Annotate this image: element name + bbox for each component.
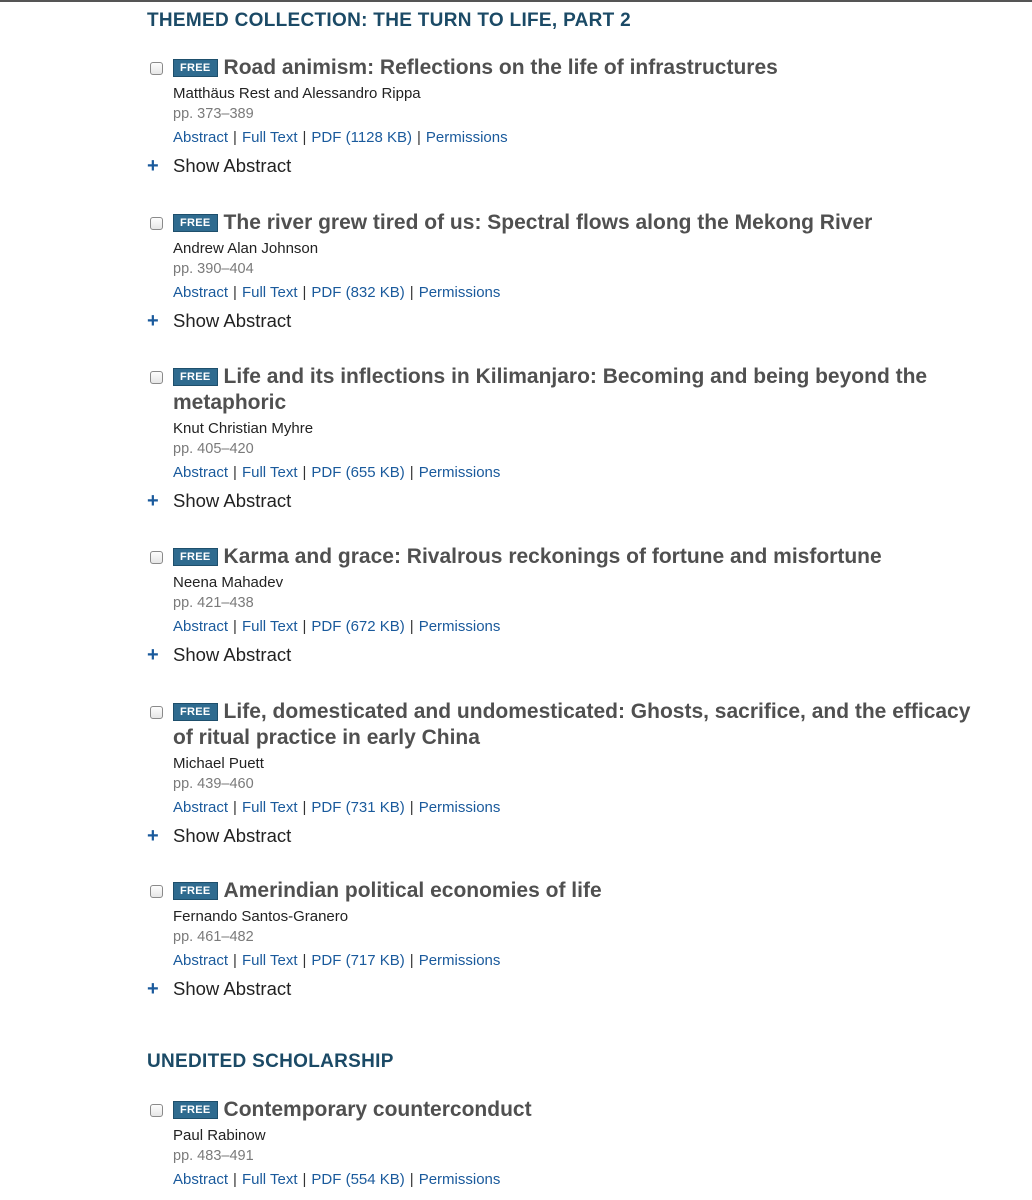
article-pages: pp. 421–438	[173, 595, 254, 611]
abstract-link[interactable]: Abstract	[173, 618, 229, 635]
article-title-link[interactable]: Amerindian political economies of life	[223, 879, 602, 902]
link-separator: |	[302, 618, 307, 635]
article-item	[147, 700, 988, 848]
article-links	[173, 463, 988, 483]
show-abstract-toggle[interactable]	[147, 489, 988, 513]
link-separator: |	[409, 284, 414, 301]
full-text-link[interactable]: Full Text	[241, 799, 298, 816]
article-authors: Michael Puett	[173, 755, 264, 772]
full-text-link[interactable]: Full Text	[241, 129, 298, 146]
free-badge: FREE	[173, 214, 218, 232]
abstract-link[interactable]: Abstract	[173, 1171, 229, 1188]
abstract-link[interactable]: Abstract	[173, 129, 229, 146]
pdf-link[interactable]: PDF (717 KB)	[311, 952, 405, 969]
article-title-link[interactable]: Life, domesticated and undomesticated: Ghosts, sacrifice, and the efficacy of ritual practice in early China	[173, 700, 971, 749]
article-select-checkbox[interactable]	[150, 371, 163, 384]
free-badge: FREE	[173, 548, 218, 566]
permissions-link[interactable]: Permissions	[418, 618, 501, 635]
article-pages: pp. 373–389	[173, 106, 254, 122]
show-abstract-label: Show Abstract	[173, 155, 292, 176]
link-separator: |	[409, 799, 414, 816]
article-select-checkbox[interactable]	[150, 1104, 163, 1117]
section-heading-themed-collection: THEMED COLLECTION: THE TURN TO LIFE, PART 2	[147, 10, 632, 31]
free-badge: FREE	[173, 882, 218, 900]
link-separator: |	[233, 129, 237, 146]
article-title-link[interactable]: Life and its inflections in Kilimanjaro: Becoming and being beyond the metaphoric	[173, 365, 928, 414]
link-separator: |	[409, 952, 414, 969]
pdf-link[interactable]: PDF (554 KB)	[311, 1171, 405, 1188]
article-title-link[interactable]: Karma and grace: Rivalrous reckonings of fortune and misfortune	[223, 545, 882, 568]
link-separator: |	[409, 464, 414, 481]
permissions-link[interactable]: Permissions	[418, 952, 501, 969]
full-text-link[interactable]: Full Text	[241, 1171, 298, 1188]
free-badge: FREE	[173, 59, 218, 77]
plus-icon: +	[147, 644, 159, 666]
article-item	[147, 879, 988, 1001]
link-separator: |	[302, 464, 307, 481]
link-separator: |	[409, 1171, 414, 1188]
pdf-link[interactable]: PDF (731 KB)	[311, 799, 405, 816]
link-separator: |	[302, 952, 307, 969]
article-item	[147, 365, 988, 513]
link-separator: |	[233, 799, 237, 816]
plus-icon: +	[147, 978, 159, 1000]
article-title-link[interactable]: Contemporary counterconduct	[223, 1098, 532, 1121]
link-separator: |	[417, 129, 421, 146]
article-title-line	[173, 210, 988, 236]
section-heading-unedited-scholarship: UNEDITED SCHOLARSHIP	[147, 1051, 394, 1072]
free-badge: FREE	[173, 703, 218, 721]
pdf-link[interactable]: PDF (1128 KB)	[311, 129, 413, 146]
article-title-line	[173, 878, 988, 904]
abstract-link[interactable]: Abstract	[173, 952, 229, 969]
permissions-link[interactable]: Permissions	[418, 799, 501, 816]
show-abstract-label: Show Abstract	[173, 825, 292, 846]
article-links	[173, 951, 988, 971]
permissions-link[interactable]: Permissions	[418, 464, 501, 481]
article-select-checkbox[interactable]	[150, 551, 163, 564]
show-abstract-label: Show Abstract	[173, 978, 292, 999]
link-separator: |	[409, 618, 414, 635]
link-separator: |	[302, 799, 307, 816]
article-item	[147, 56, 988, 178]
pdf-link[interactable]: PDF (655 KB)	[311, 464, 405, 481]
permissions-link[interactable]: Permissions	[418, 284, 501, 301]
show-abstract-label: Show Abstract	[173, 490, 292, 511]
article-authors: Neena Mahadev	[173, 574, 284, 591]
plus-icon: +	[147, 490, 159, 512]
link-separator: |	[302, 1171, 307, 1188]
article-pages: pp. 390–404	[173, 261, 254, 277]
link-separator: |	[233, 618, 237, 635]
link-separator: |	[302, 129, 307, 146]
article-select-checkbox[interactable]	[150, 706, 163, 719]
article-select-checkbox[interactable]	[150, 217, 163, 230]
permissions-link[interactable]: Permissions	[418, 1171, 501, 1188]
link-separator: |	[233, 284, 237, 301]
article-title-line	[173, 364, 988, 416]
article-pages: pp. 461–482	[173, 929, 254, 945]
abstract-link[interactable]: Abstract	[173, 284, 229, 301]
article-title-line	[173, 55, 988, 81]
article-title-line	[173, 544, 988, 570]
free-badge: FREE	[173, 368, 218, 386]
article-authors: Andrew Alan Johnson	[173, 240, 319, 257]
article-title-link[interactable]: The river grew tired of us: Spectral flows along the Mekong River	[223, 211, 873, 234]
article-authors: Paul Rabinow	[173, 1127, 266, 1144]
article-links	[173, 283, 988, 303]
article-links	[173, 128, 988, 148]
top-divider	[0, 0, 1032, 2]
link-separator: |	[233, 952, 237, 969]
abstract-link[interactable]: Abstract	[173, 464, 229, 481]
article-select-checkbox[interactable]	[150, 62, 163, 75]
article-title-line	[173, 699, 988, 751]
article-links	[173, 1170, 988, 1190]
article-authors: Matthäus Rest and Alessandro Rippa	[173, 85, 421, 102]
pdf-link[interactable]: PDF (832 KB)	[311, 284, 405, 301]
show-abstract-label: Show Abstract	[173, 644, 292, 665]
full-text-link[interactable]: Full Text	[241, 952, 298, 969]
full-text-link[interactable]: Full Text	[241, 464, 298, 481]
pdf-link[interactable]: PDF (672 KB)	[311, 618, 405, 635]
article-item	[147, 545, 988, 667]
abstract-link[interactable]: Abstract	[173, 799, 229, 816]
full-text-link[interactable]: Full Text	[241, 284, 298, 301]
show-abstract-label: Show Abstract	[173, 310, 292, 331]
article-select-checkbox[interactable]	[150, 885, 163, 898]
article-authors: Fernando Santos-Granero	[173, 908, 349, 925]
plus-icon: +	[147, 310, 159, 332]
link-separator: |	[233, 1171, 237, 1188]
article-links	[173, 617, 988, 637]
article-pages: pp. 483–491	[173, 1148, 254, 1164]
article-authors: Knut Christian Myhre	[173, 420, 314, 437]
show-abstract-toggle[interactable]	[147, 824, 988, 848]
article-links	[173, 798, 988, 818]
article-pages: pp. 405–420	[173, 441, 254, 457]
free-badge: FREE	[173, 1101, 218, 1119]
article-pages: pp. 439–460	[173, 776, 254, 792]
link-separator: |	[233, 464, 237, 481]
article-title-link[interactable]: Road animism: Reflections on the life of infrastructures	[223, 56, 778, 79]
article-title-line	[173, 1097, 988, 1123]
full-text-link[interactable]: Full Text	[241, 618, 298, 635]
plus-icon: +	[147, 155, 159, 177]
show-abstract-toggle[interactable]	[147, 309, 988, 333]
plus-icon: +	[147, 825, 159, 847]
link-separator: |	[302, 284, 307, 301]
article-item	[148, 1098, 988, 1190]
permissions-link[interactable]: Permissions	[425, 129, 508, 146]
show-abstract-toggle[interactable]	[147, 643, 988, 667]
show-abstract-toggle[interactable]	[147, 154, 988, 178]
show-abstract-toggle[interactable]	[147, 977, 988, 1001]
article-item	[147, 211, 988, 333]
